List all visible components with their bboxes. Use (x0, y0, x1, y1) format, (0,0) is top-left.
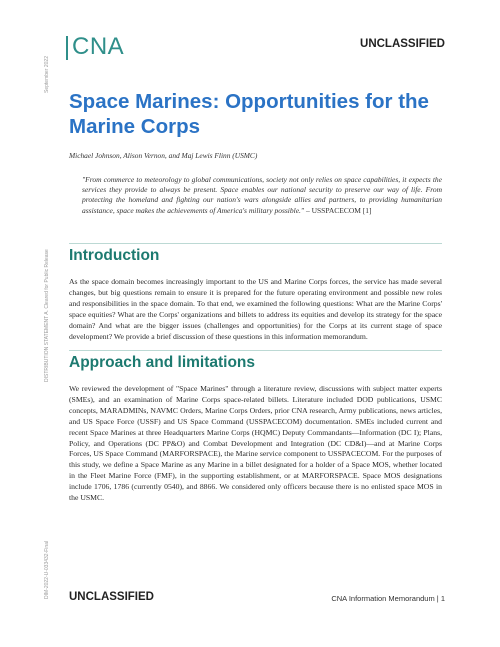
intro-paragraph: As the space domain becomes increasingly important to the US and Marine Corps forces, the service has made several changes, but big questions remain to ensure it is prepared for the future operating environment and possible new roles and responsibilities in the space domain. To that end, we examined the following questions: What are the Marine Corps' space equities? What are the Corps' organizations and billets to address its equities and develop its strategy for the space domain? And what are the bigger issues (challenges and opportunities) for the Corps at its current stage of space development? We provide a brief discussion of these questions in this information memorandum. (69, 277, 442, 341)
quote-attribution: – USSPACECOM [1] (304, 205, 372, 215)
header-classification: UNCLASSIFIED (360, 38, 445, 50)
quote-text: "From commerce to meteorology to global communications, society not only relies on space capabilities, it expects the services they provide to always be present. Space enables our national security to preserve our way of life. From protecting the homeland and fighting our nation's wars alongside allies and partners, to providing humanitarian assistance, space makes the achievements of America's military possible." (82, 175, 442, 215)
section-divider (69, 243, 442, 244)
sidebar-distribution-statement: DISTRIBUTION STATEMENT A. Cleared for Public Release (44, 249, 50, 382)
logo-text: CNA (72, 33, 125, 60)
heading-introduction: Introduction (69, 247, 160, 264)
sidebar-doc-id: DIM-2022-U-033432-Final (44, 540, 50, 599)
epigraph-quote (82, 175, 442, 216)
sidebar-date: September 2022 (44, 56, 50, 93)
page-title: Space Marines: Opportunities for the Marine Corps (69, 90, 429, 138)
authors: Michael Johnson, Alison Vernon, and Maj Lewis Flinn (USMC) (69, 151, 258, 160)
section-divider (69, 350, 442, 351)
cna-logo (66, 33, 124, 61)
logo-bar-icon (66, 36, 68, 60)
footer-classification: UNCLASSIFIED (69, 591, 154, 603)
approach-paragraph: We reviewed the development of "Space Marines" through a literature review, discussions with subject matter experts (SMEs), and an examination of Marine Corps space-related billets. Literature included DOD publications, USMC concepts, MARADMINs, NAVMC Orders, Marine Corps Orders, prior CNA research, Army publications, news articles, and US Space Force (USSF) and US Space Command (USSPACECOM) documentation. SMEs included current and recent Space Marines at three Headquarters Marine Corps (HQMC) Deputy Commandants—Information (DC I); Plans, Policy, and Operations (DC PP&O) and Combat Development and Integration (DC CD&I)—and at Marine Corps Forces, US Space Command (MARFORSPACE), the Marine service component to USSPACECOM. For the purposes of this study, we define a Space Marine as any Marine in a billet designated for a holder of a Space MOS, whether located in the Fleet Marine Force (FMF), in the supporting establishment, or at MARFORSPACE. Space MOS designations include 1706, 1786 (currently 0540), and 8866. We considered only officers because there is no enlisted space MOS in the USMC. (69, 384, 442, 503)
heading-approach: Approach and limitations (69, 354, 256, 371)
footer-page-label: CNA Information Memorandum | 1 (331, 594, 445, 603)
